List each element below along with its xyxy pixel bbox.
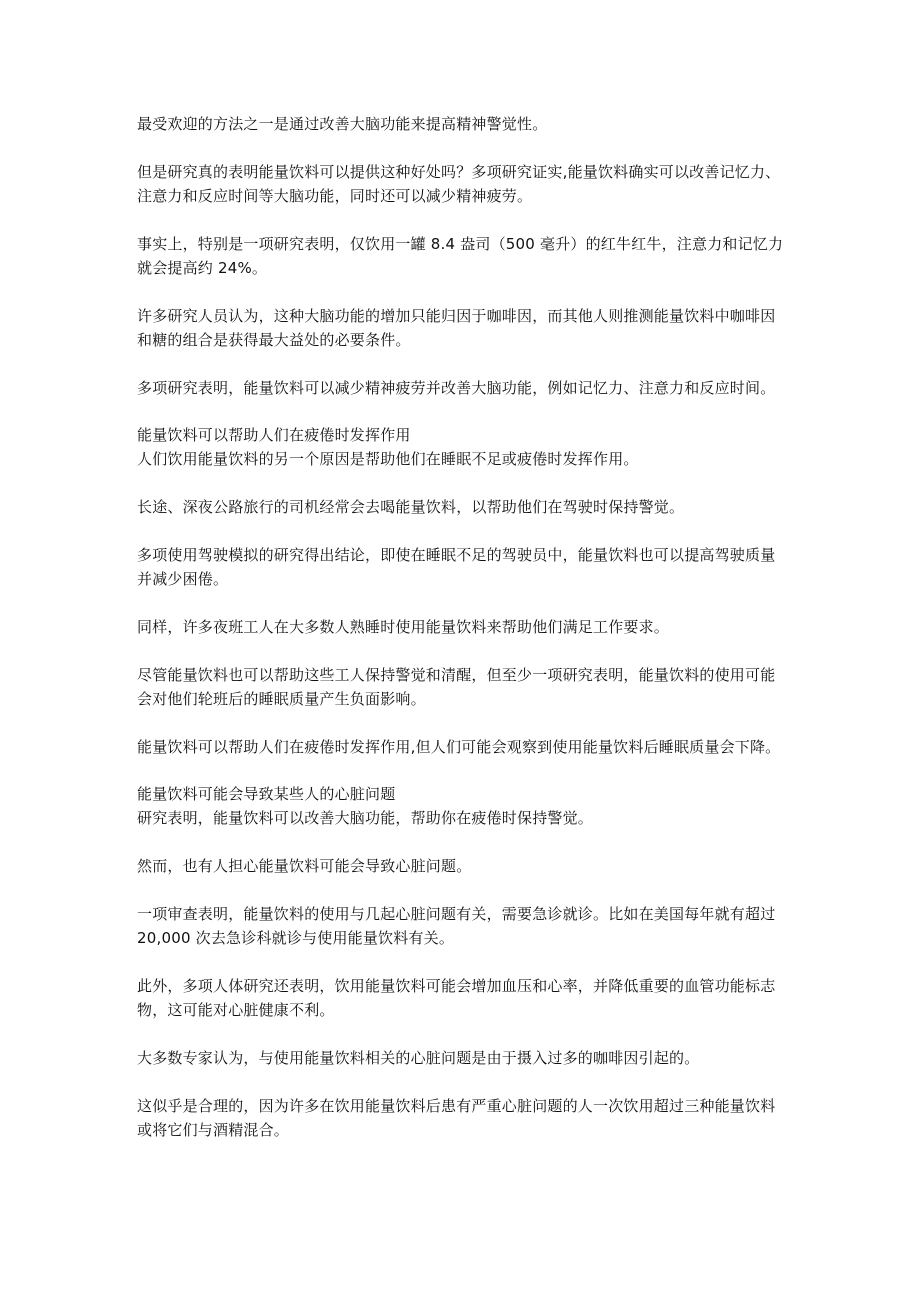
paragraph: 最受欢迎的方法之一是通过改善大脑功能来提高精神警觉性。: [137, 115, 548, 133]
paragraph: 能量饮料可以帮助人们在疲倦时发挥作用,但人们可能会观察到使用能量饮料后睡眠质量会下降。: [137, 738, 781, 756]
section-heading: 能量饮料可能会导致某些人的心脏问题: [137, 785, 396, 803]
paragraph: 研究表明，能量饮料可以改善大脑功能，帮助你在疲倦时保持警觉。: [137, 809, 594, 827]
paragraph: 人们饮用能量饮料的另一个原因是帮助他们在睡眠不足或疲倦时发挥作用。: [137, 450, 639, 468]
paragraph: 但是研究真的表明能量饮料可以提供这种好处吗？多项研究证实,能量饮料确实可以改善记忆力、注意力和反应时间等大脑功能，同时还可以减少精神疲劳。: [137, 163, 781, 205]
section-fatigue: [137, 424, 785, 471]
paragraph: 同样，许多夜班工人在大多数人熟睡时使用能量饮料来帮助他们满足工作要求。: [137, 618, 670, 636]
paragraph: 多项研究表明，能量饮料可以减少精神疲劳并改善大脑功能，例如记忆力、注意力和反应时间。: [137, 379, 776, 397]
paragraph: 这似乎是合理的，因为许多在饮用能量饮料后患有严重心脏问题的人一次饮用超过三种能量饮料或将它们与酒精混合。: [137, 1097, 776, 1139]
paragraph: 此外，多项人体研究还表明，饮用能量饮料可能会增加血压和心率，并降低重要的血管功能标志物，这可能对心脏健康不利。: [137, 977, 776, 1019]
paragraph: 尽管能量饮料也可以帮助这些工人保持警觉和清醒，但至少一项研究表明，能量饮料的使用可能会对他们轮班后的睡眠质量产生负面影响。: [137, 666, 776, 708]
paragraph: 长途、深夜公路旅行的司机经常会去喝能量饮料，以帮助他们在驾驶时保持警觉。: [137, 498, 685, 516]
section-heart: [137, 783, 785, 830]
document-body: [137, 112, 785, 1166]
paragraph: 事实上，特别是一项研究表明，仅饮用一罐 8.4 盎司（500 毫升）的红牛红牛，注意力和记忆力就会提高约 24%。: [137, 235, 784, 277]
paragraph: 然而，也有人担心能量饮料可能会导致心脏问题。: [137, 857, 472, 875]
paragraph: 许多研究人员认为，这种大脑功能的增加只能归因于咖啡因，而其他人则推测能量饮料中咖啡因和糖的组合是获得最大益处的必要条件。: [137, 307, 776, 349]
section-heading: 能量饮料可以帮助人们在疲倦时发挥作用: [137, 426, 411, 444]
paragraph: 多项使用驾驶模拟的研究得出结论，即使在睡眠不足的驾驶员中，能量饮料也可以提高驾驶质量并减少困倦。: [137, 546, 776, 588]
paragraph: 一项审查表明，能量饮料的使用与几起心脏问题有关，需要急诊就诊。比如在美国每年就有超过 20,000 次去急诊科就诊与使用能量饮料有关。: [137, 905, 776, 947]
paragraph: 大多数专家认为，与使用能量饮料相关的心脏问题是由于摄入过多的咖啡因引起的。: [137, 1049, 700, 1067]
